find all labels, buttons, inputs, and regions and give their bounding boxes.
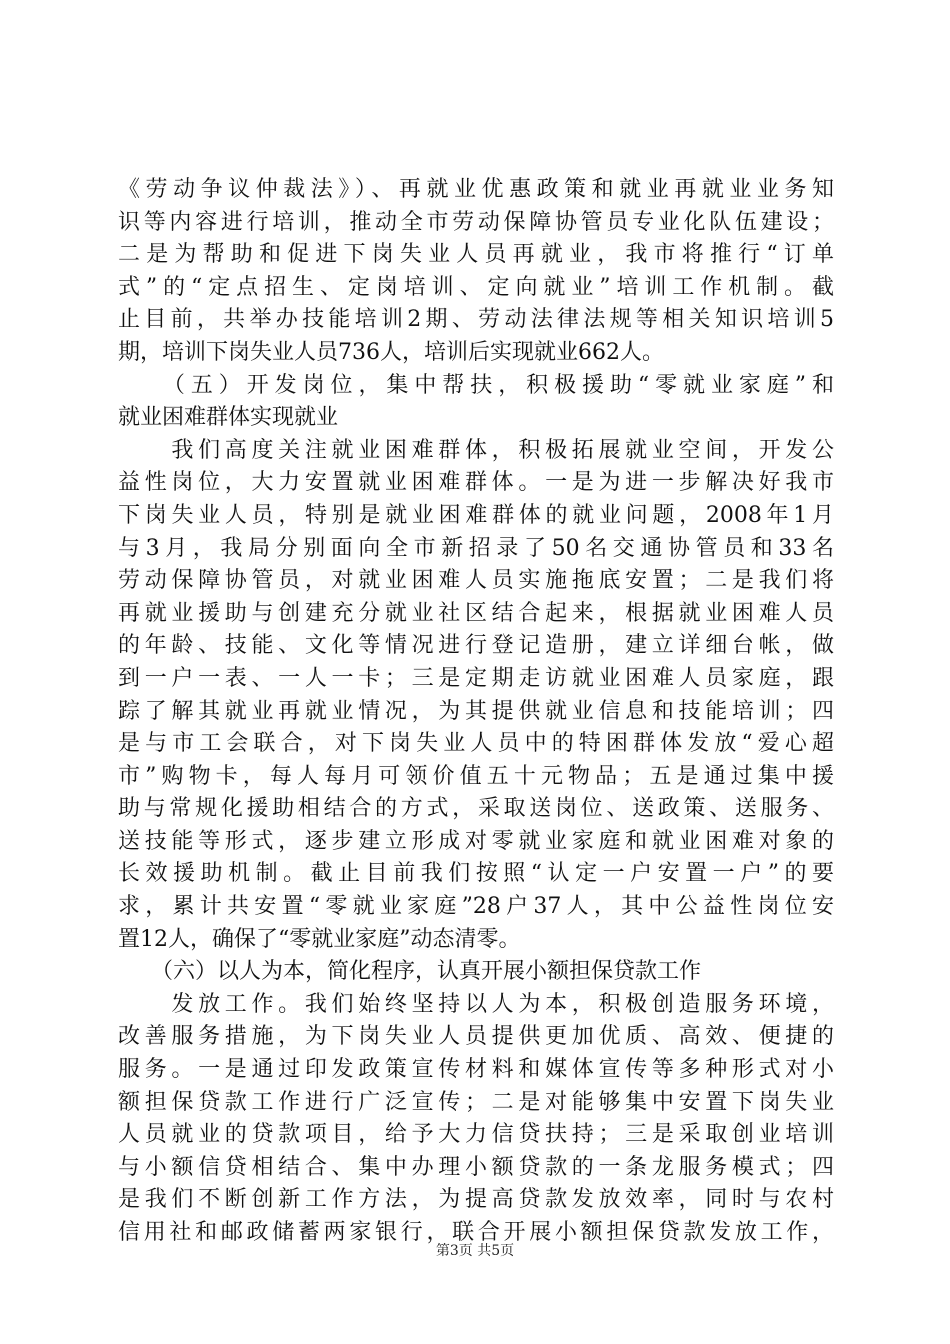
- text-line: 发放工作。我们始终坚持以人为本，积极创造服务环境，: [118, 991, 834, 1017]
- document-body: [118, 174, 834, 1250]
- text-line: 助与常规化援助相结合的方式，采取送岗位、送政策、送服务、: [118, 796, 834, 822]
- page-footer: 第3页 共5页: [435, 1243, 515, 1259]
- text-line: 止目前，共举办技能培训2期、劳动法律法规等相关知识培训5: [118, 307, 834, 333]
- text-line: 式”的“定点招生、定岗培训、定向就业”培训工作机制。截: [118, 274, 834, 300]
- text-line: 是与市工会联合，对下岗失业人员中的特困群体发放“爱心超: [118, 731, 834, 757]
- text-line: （六）以人为本，简化程序，认真开展小额担保贷款工作: [118, 959, 702, 985]
- text-line: 是我们不断创新工作方法，为提高贷款发放效率，同时与农村: [118, 1187, 834, 1213]
- text-line: 劳动保障协管员，对就业困难人员实施拖底安置；二是我们将: [118, 568, 834, 594]
- text-line: 信用社和邮政储蓄两家银行，联合开展小额担保贷款发放工作，: [118, 1220, 834, 1245]
- text-line: 改善服务措施，为下岗失业人员提供更加优质、高效、便捷的: [118, 1024, 834, 1050]
- text-line: （五）开发岗位，集中帮扶，积极援助“零就业家庭”和: [118, 372, 834, 398]
- text-line: 人员就业的贷款项目，给予大力信贷扶持；三是采取创业培训: [118, 1122, 834, 1148]
- text-line: 服务。一是通过印发政策宣传材料和媒体宣传等多种形式对小: [118, 1057, 834, 1083]
- text-line: 下岗失业人员，特别是就业困难群体的就业问题，2008年1月: [118, 502, 834, 528]
- text-line: 再就业援助与创建充分就业社区结合起来，根据就业困难人员: [118, 600, 834, 626]
- text-line: 就业困难群体实现就业: [118, 405, 339, 431]
- text-line: 踪了解其就业再就业情况，为其提供就业信息和技能培训；四: [118, 698, 834, 724]
- text-line: 我们高度关注就业困难群体，积极拓展就业空间，开发公: [118, 437, 834, 463]
- text-line: 与小额信贷相结合、集中办理小额贷款的一条龙服务模式；四: [118, 1154, 834, 1180]
- text-line: 到一户一表、一人一卡；三是定期走访就业困难人员家庭，跟: [118, 665, 834, 691]
- text-line: 二是为帮助和促进下岗失业人员再就业，我市将推行“订单: [118, 242, 834, 268]
- text-line: 置12人，确保了“零就业家庭”动态清零。: [118, 926, 521, 952]
- text-line: 益性岗位，大力安置就业困难群体。一是为进一步解决好我市: [118, 470, 834, 496]
- text-line: 期，培训下岗失业人员736人，培训后实现就业662人。: [118, 339, 664, 365]
- text-line: 市”购物卡，每人每月可领价值五十元物品；五是通过集中援: [118, 763, 834, 789]
- text-line: 《劳动争议仲裁法》）、再就业优惠政策和就业再就业业务知: [118, 177, 834, 202]
- text-line: 与3月，我局分别面向全市新招录了50名交通协管员和33名: [118, 535, 834, 561]
- text-line: 的年龄、技能、文化等情况进行登记造册，建立详细台帐，做: [118, 633, 834, 659]
- text-line: 长效援助机制。截止目前我们按照“认定一户安置一户”的要: [118, 861, 834, 887]
- text-line: 送技能等形式，逐步建立形成对零就业家庭和就业困难对象的: [118, 828, 834, 854]
- text-line: 求，累计共安置“零就业家庭”28户37人，其中公益性岗位安: [118, 894, 834, 920]
- text-line: 额担保贷款工作进行广泛宣传；二是对能够集中安置下岗失业: [118, 1089, 834, 1115]
- text-line: 识等内容进行培训，推动全市劳动保障协管员专业化队伍建设；: [118, 209, 834, 235]
